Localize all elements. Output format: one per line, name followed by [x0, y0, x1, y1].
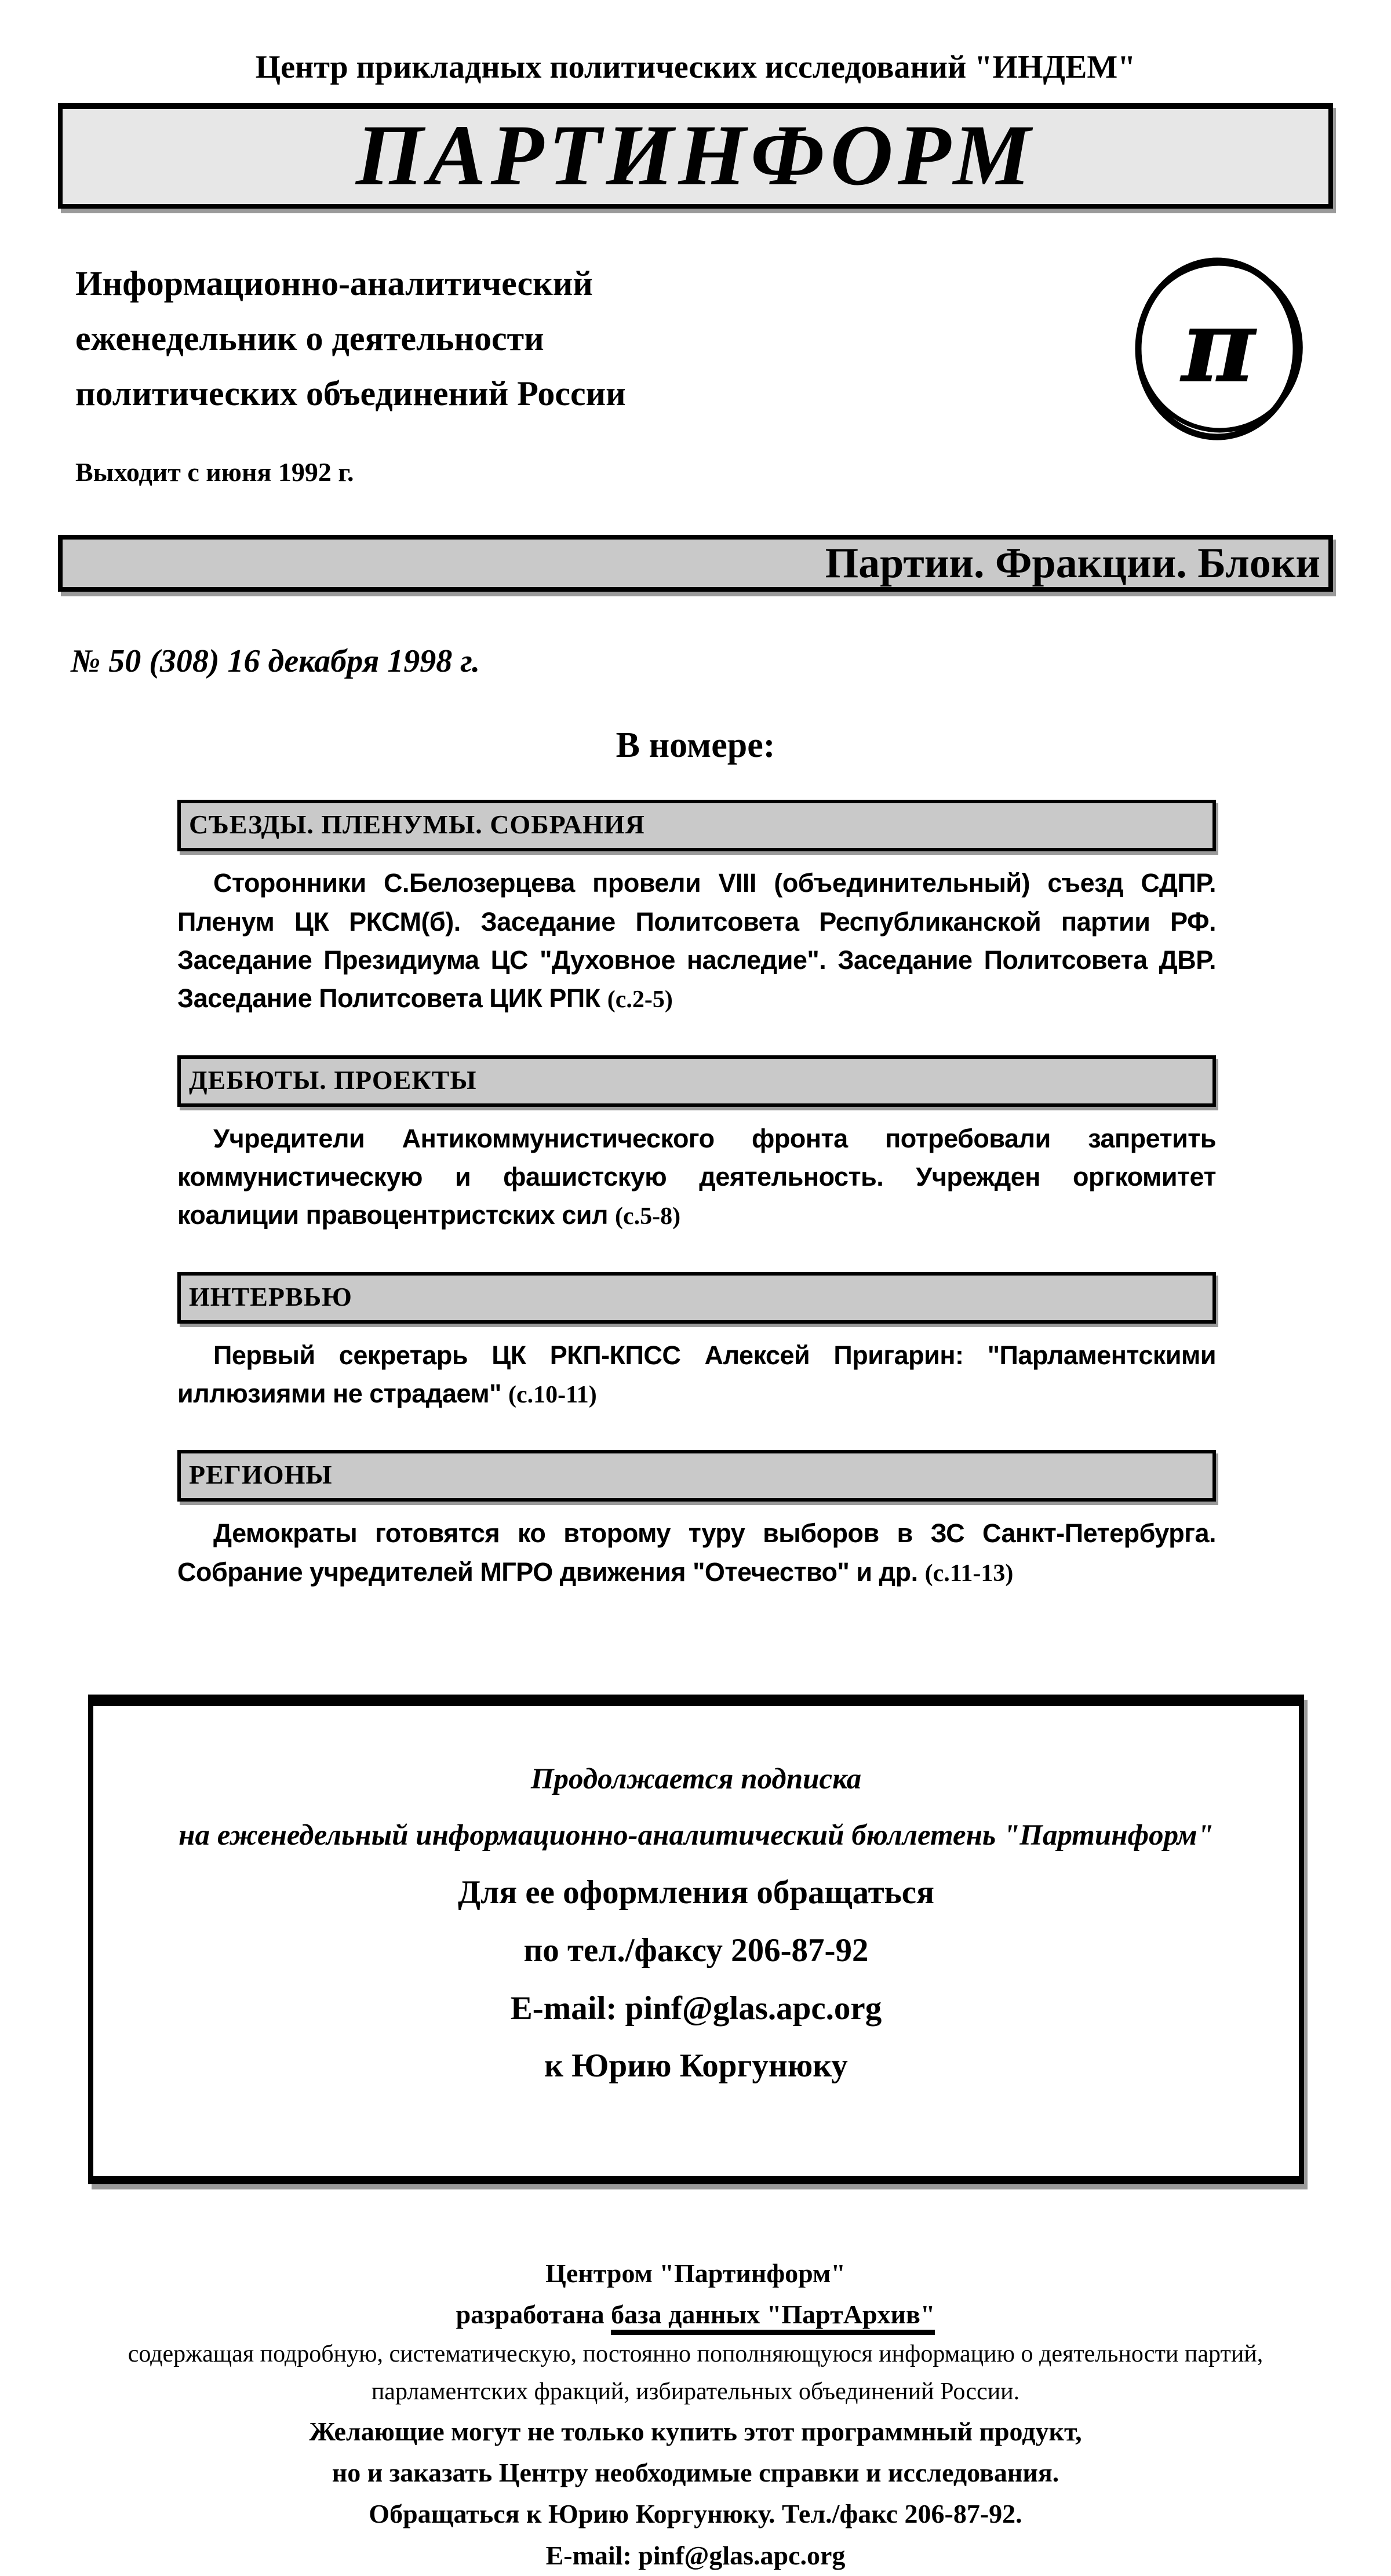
subscription-line: Продолжается подписка	[530, 1763, 862, 1796]
database-note-line	[58, 2294, 1333, 2335]
header-row	[75, 256, 1304, 487]
toc-section-header: ИНТЕРВЬЮ	[177, 1272, 1216, 1324]
toc-section-debuts	[177, 1055, 1216, 1235]
toc-section-congresses	[177, 800, 1216, 1018]
table-of-contents	[177, 800, 1216, 1591]
subscription-contact: к Юрию Коргунюку	[544, 2047, 848, 2085]
subtitle-line: Информационно-аналитический	[75, 264, 593, 303]
database-contact-line: Обращаться к Юрию Коргунюку. Тел./факс 206-87-92.	[369, 2499, 1022, 2529]
toc-section-header: ДЕБЮТЫ. ПРОЕКТЫ	[177, 1055, 1216, 1107]
masthead-box	[58, 103, 1333, 209]
toc-section-interview	[177, 1272, 1216, 1413]
database-note-line: но и заказать Центру необходимые справки и исследования.	[332, 2458, 1059, 2488]
toc-section-summary	[177, 864, 1216, 1018]
subscription-email: E-mail: pinf@glas.apc.org	[510, 1990, 882, 2027]
pi-logo-icon	[1130, 253, 1304, 444]
database-note-line: Центром "Партинформ"	[545, 2258, 846, 2289]
database-note-line: Желающие могут не только купить этот программный продукт,	[309, 2416, 1082, 2446]
pi-glyph: π	[1181, 287, 1256, 406]
summary-text: Учредители Антикоммунистического фронта потребовали запретить коммунистическую и фашистскую деятельность. Учрежден оргкомитет коалиции правоцентристских сил	[177, 1123, 1216, 1230]
subscription-box	[88, 1695, 1304, 2184]
database-email-line: E-mail: pinf@glas.apc.org	[545, 2540, 846, 2570]
database-note-line: содержащая подробную, систематическую, постоянно пополняющуюся информацию о деятельности партий,	[128, 2340, 1263, 2367]
toc-section-summary	[177, 1514, 1216, 1591]
page-reference: (с.11-13)	[924, 1560, 1014, 1587]
subtitle-line: политических объединений России	[75, 374, 626, 413]
subscription-line: на еженедельный информационно-аналитический бюллетень "Партинформ"	[179, 1819, 1214, 1852]
toc-section-summary	[177, 1336, 1216, 1413]
newsletter-title: ПАРТИНФОРМ	[355, 107, 1036, 203]
subtitle-block	[75, 256, 626, 487]
subscription-line: Для ее оформления обращаться	[458, 1874, 934, 1911]
section-banner	[58, 535, 1333, 592]
page-reference: (с.5-8)	[615, 1203, 681, 1230]
summary-text: Демократы готовятся ко второму туру выборов в ЗС Санкт-Петербурга. Собрание учредителей МГРО движения "Отечество" и др.	[177, 1518, 1216, 1587]
database-note-line: парламентских фракций, избирательных объединений России.	[371, 2378, 1020, 2405]
issue-number-line: № 50 (308) 16 декабря 1998 г.	[71, 643, 480, 680]
page-reference: (с.2-5)	[607, 986, 673, 1013]
subtitle-line: еженедельник о деятельности	[75, 319, 544, 358]
toc-section-summary	[177, 1120, 1216, 1235]
database-note	[58, 2253, 1333, 2576]
database-note-text: разработана	[456, 2300, 611, 2330]
database-name-underlined: база данных "ПартАрхив"	[611, 2300, 935, 2335]
summary-text: Сторонники С.Белозерцева провели VIII (объединительный) съезд СДПР. Пленум ЦК РКСМ(б). Заседание Политсовета Республиканской партии РФ. Заседание Президиума ЦС "Духовное наследие". Заседание Политсовета ДВР. Заседание Политсовета ЦИК РПК	[177, 868, 1216, 1013]
toc-section-header: РЕГИОНЫ	[177, 1450, 1216, 1502]
published-since-line: Выходит с июня 1992 г.	[75, 457, 354, 487]
toc-section-header: СЪЕЗДЫ. ПЛЕНУМЫ. СОБРАНИЯ	[177, 800, 1216, 851]
toc-section-regions	[177, 1450, 1216, 1591]
subscription-phone: по тел./факсу 206-87-92	[523, 1932, 869, 1969]
banner-label: Партии. Фракции. Блоки	[825, 540, 1320, 588]
page-reference: (с.10-11)	[508, 1381, 597, 1408]
summary-text: Первый секретарь ЦК РКП-КПСС Алексей Пригарин: "Парламентскими иллюзиями не страдаем"	[177, 1340, 1216, 1408]
toc-title: В номере:	[616, 726, 775, 766]
org-title: Центр прикладных политических исследований "ИНДЕМ"	[255, 49, 1136, 85]
